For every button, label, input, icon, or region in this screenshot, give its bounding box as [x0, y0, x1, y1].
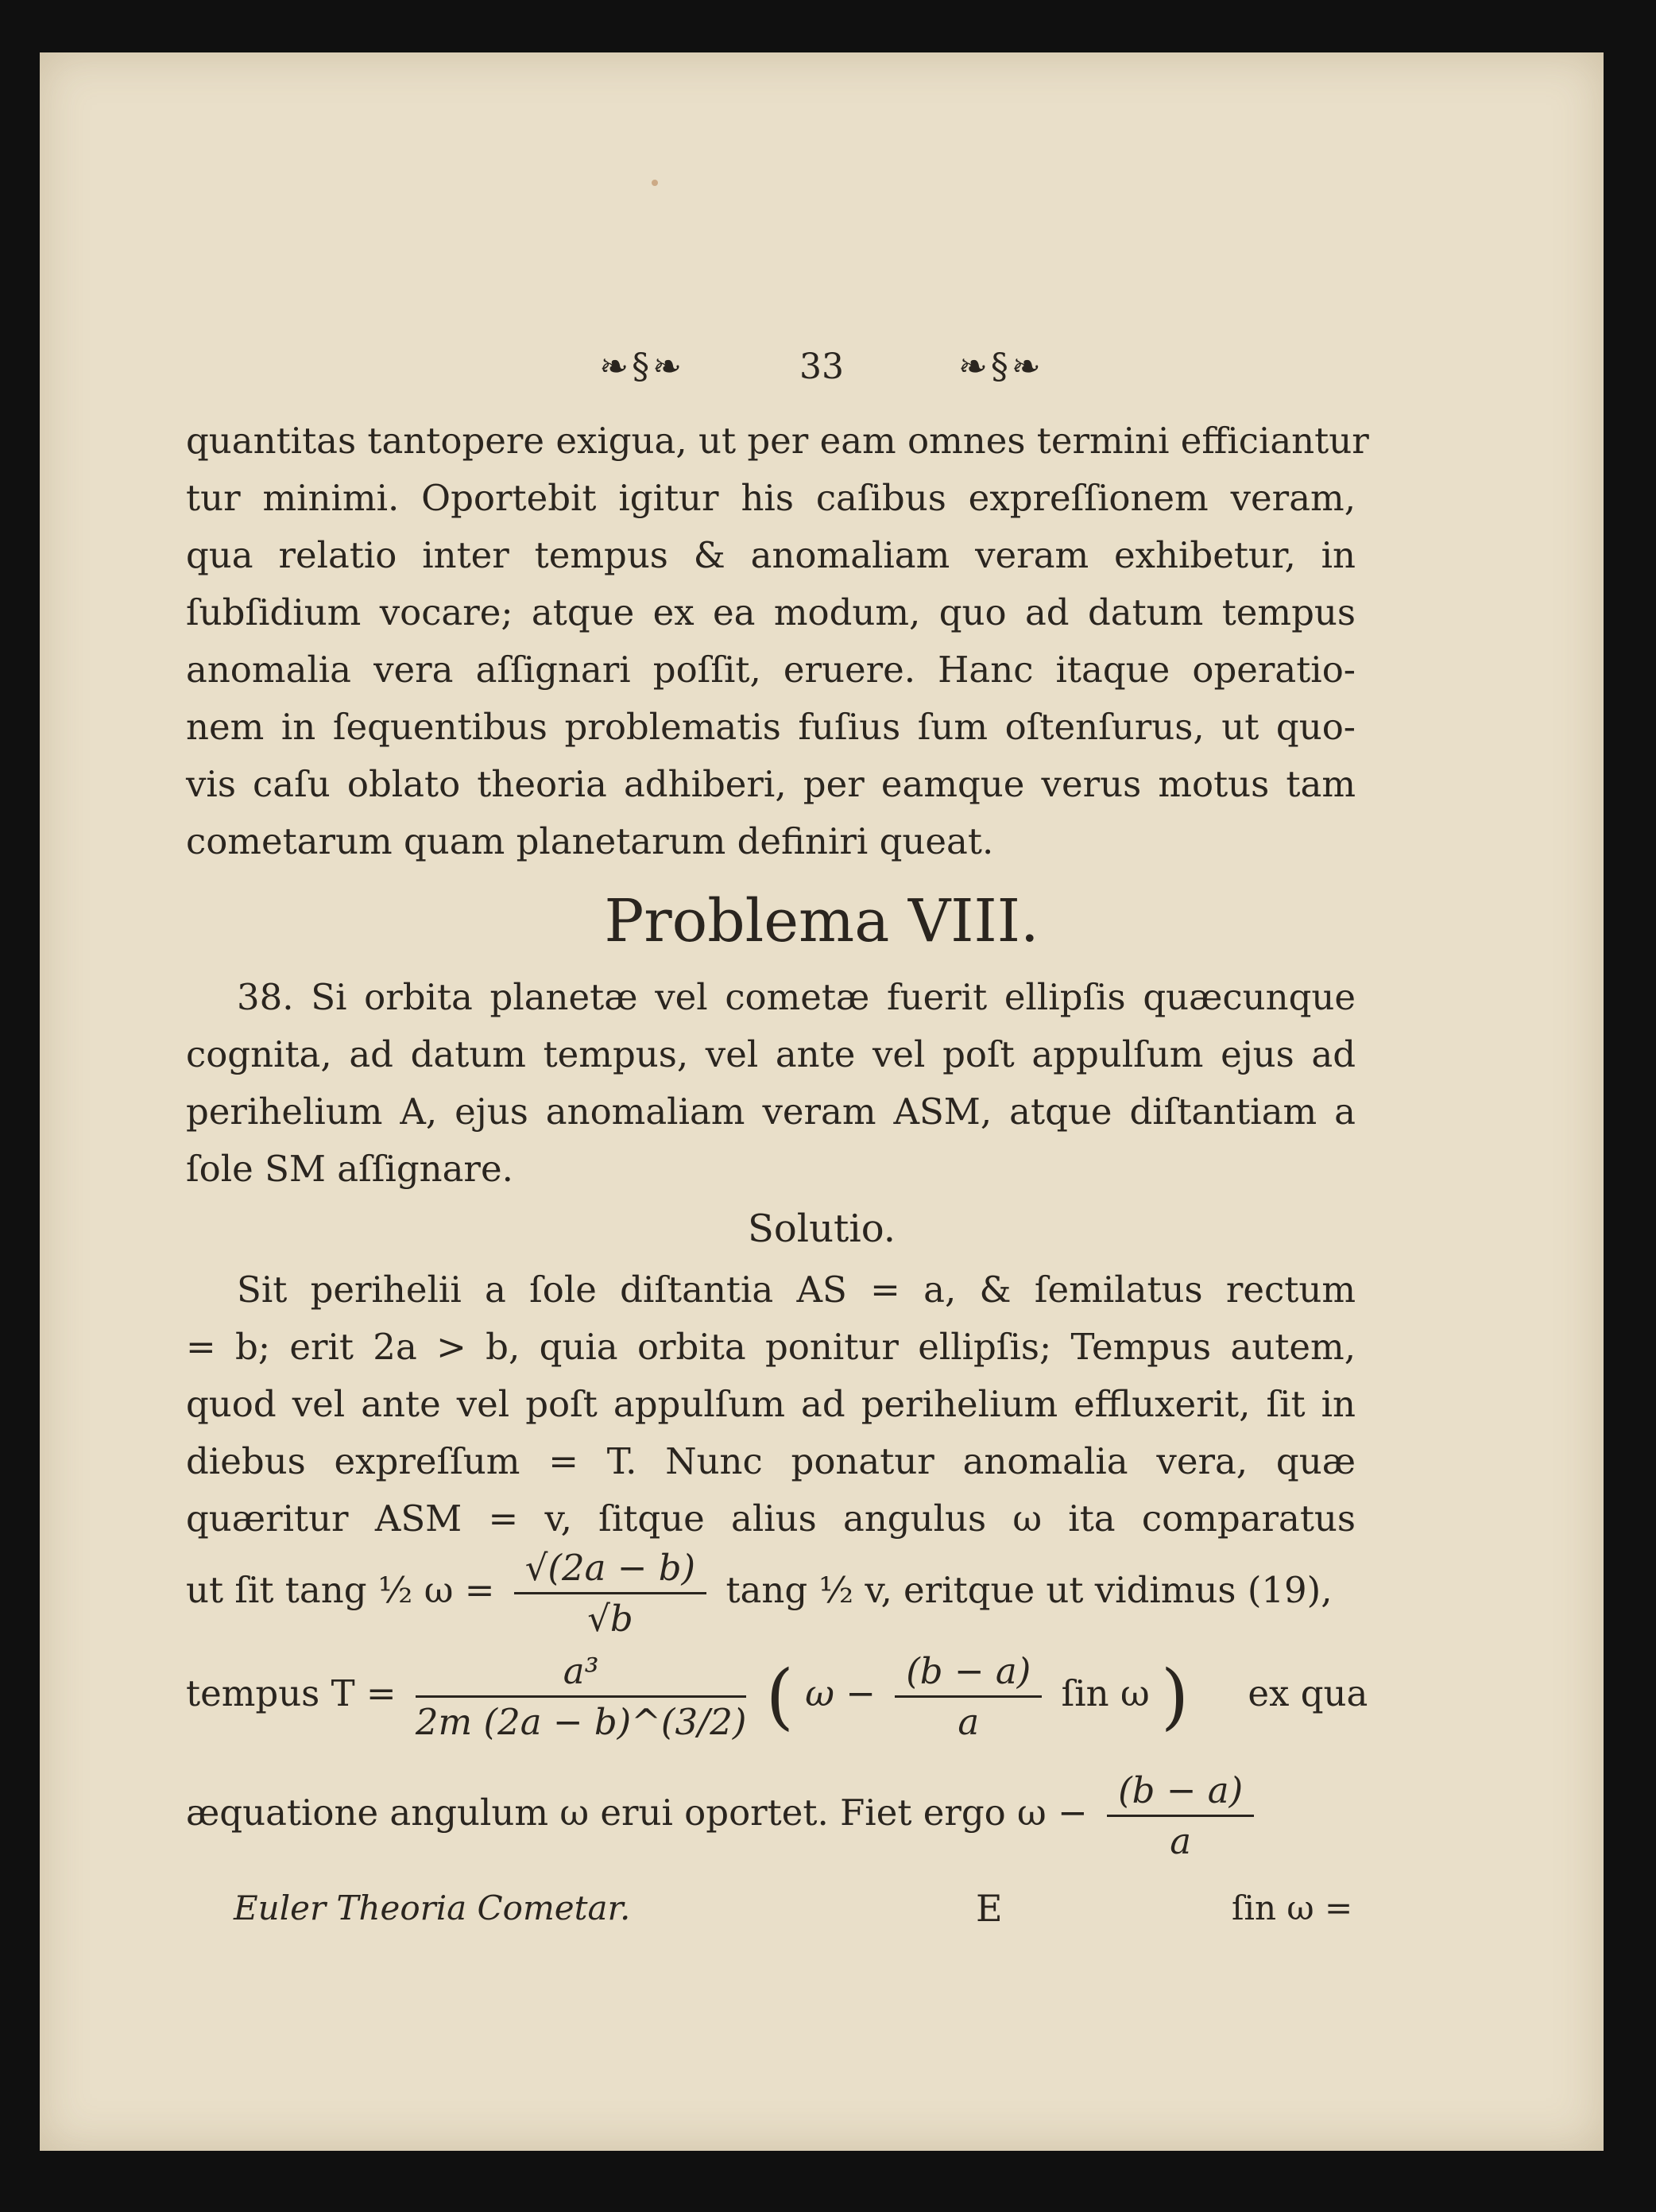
body-line: anomalia vera aſſignari poſſit, eruere. Hanc itaque operatio- [186, 649, 1356, 691]
ornament-left: ❧§❧ [599, 347, 685, 387]
closing-fraction [1107, 1769, 1254, 1862]
solution-line: = b; erit 2a > b, quia orbita ponitur ellipſis; Tempus autem, [186, 1326, 1356, 1368]
catchword: ſin ω = [1232, 1889, 1353, 1927]
solution-line: Sit perihelii a ſole diſtantia AS = a, & ſemilatus rectum [237, 1269, 1356, 1311]
body-line: ſubſidium vocare; atque ex ea modum, quo ad datum tempus [186, 591, 1356, 633]
body-line: tur minimi. Oportebit igitur his caſibus expreſſionem veram, [186, 477, 1356, 519]
equation-time [186, 1650, 1368, 1743]
eq2-fraction [416, 1650, 747, 1743]
closing-text: æquatione angulum ω erui oportet. Fiet ergo ω − [186, 1792, 1088, 1834]
signature-mark: E [976, 1887, 1003, 1930]
problem-line: perihelium A, ejus anomaliam veram ASM, atque diſtantiam a [186, 1091, 1356, 1133]
solution-title: Solutio. [748, 1207, 896, 1251]
eq2-inner-denominator: a [958, 1701, 980, 1743]
eq2-denominator: 2m (2a − b)^(3/2) [415, 1701, 747, 1743]
eq1-suffix: tang ½ v, eritque ut vidimus (19), [725, 1569, 1333, 1611]
solution-line: quod vel ante vel poſt appulſum ad perihelium effluxerit, ſit in [186, 1383, 1356, 1425]
eq1-prefix: ut ſit tang ½ ω = [186, 1569, 495, 1611]
running-title: Euler Theoria Cometar. [234, 1889, 631, 1927]
solution-line: quæritur ASM = v, ſitque alius angulus ω ita comparatus [186, 1497, 1356, 1540]
ink-spot [652, 180, 658, 186]
eq2-paren-left: ( [765, 1655, 794, 1738]
eq2-numerator: a³ [416, 1650, 747, 1698]
eq2-inner-prefix: ω − [805, 1672, 876, 1714]
body-line: quantitas tantopere exigua, ut per eam omnes termini efficiantur [186, 420, 1369, 462]
problem-line: ſole SM aſſignare. [186, 1148, 513, 1190]
eq2-suffix: ex qua [1248, 1672, 1368, 1714]
closing-denominator: a [1170, 1820, 1192, 1862]
ornament-right: ❧§❧ [958, 347, 1044, 387]
body-line: cometarum quam planetarum definiri queat. [186, 820, 994, 862]
closing-line [186, 1769, 1356, 1862]
body-line: vis caſu oblato theoria adhiberi, per eamque verus motus tam [186, 763, 1356, 805]
eq2-inner-numerator: (b − a) [895, 1650, 1042, 1698]
book-page [40, 52, 1604, 2151]
closing-numerator: (b − a) [1107, 1769, 1254, 1817]
body-line: qua relatio inter tempus & anomaliam veram exhibetur, in [186, 534, 1356, 576]
problem-title: Problema VIII. [604, 887, 1039, 955]
eq1-fraction [514, 1547, 706, 1640]
eq2-prefix: tempus T = [186, 1672, 397, 1714]
equation-tangent [186, 1547, 1356, 1640]
eq2-inner-suffix: ſin ω [1061, 1672, 1150, 1714]
eq2-paren-right: ) [1160, 1655, 1190, 1738]
solution-line: diebus expreſſum = T. Nunc ponatur anomalia vera, quæ [186, 1440, 1356, 1482]
page-header [40, 347, 1604, 387]
eq2-inner-fraction [895, 1650, 1042, 1743]
eq1-numerator: √(2a − b) [514, 1547, 706, 1594]
body-line: nem in ſequentibus problematis fuſius ſum oſtenſurus, ut quo- [186, 706, 1356, 748]
problem-line: 38. Si orbita planetæ vel cometæ fuerit ellipſis quæcunque [237, 976, 1356, 1018]
page-number: 33 [799, 347, 844, 387]
eq1-denominator: √b [587, 1598, 633, 1640]
problem-line: cognita, ad datum tempus, vel ante vel poſt appulſum ejus ad [186, 1033, 1356, 1075]
